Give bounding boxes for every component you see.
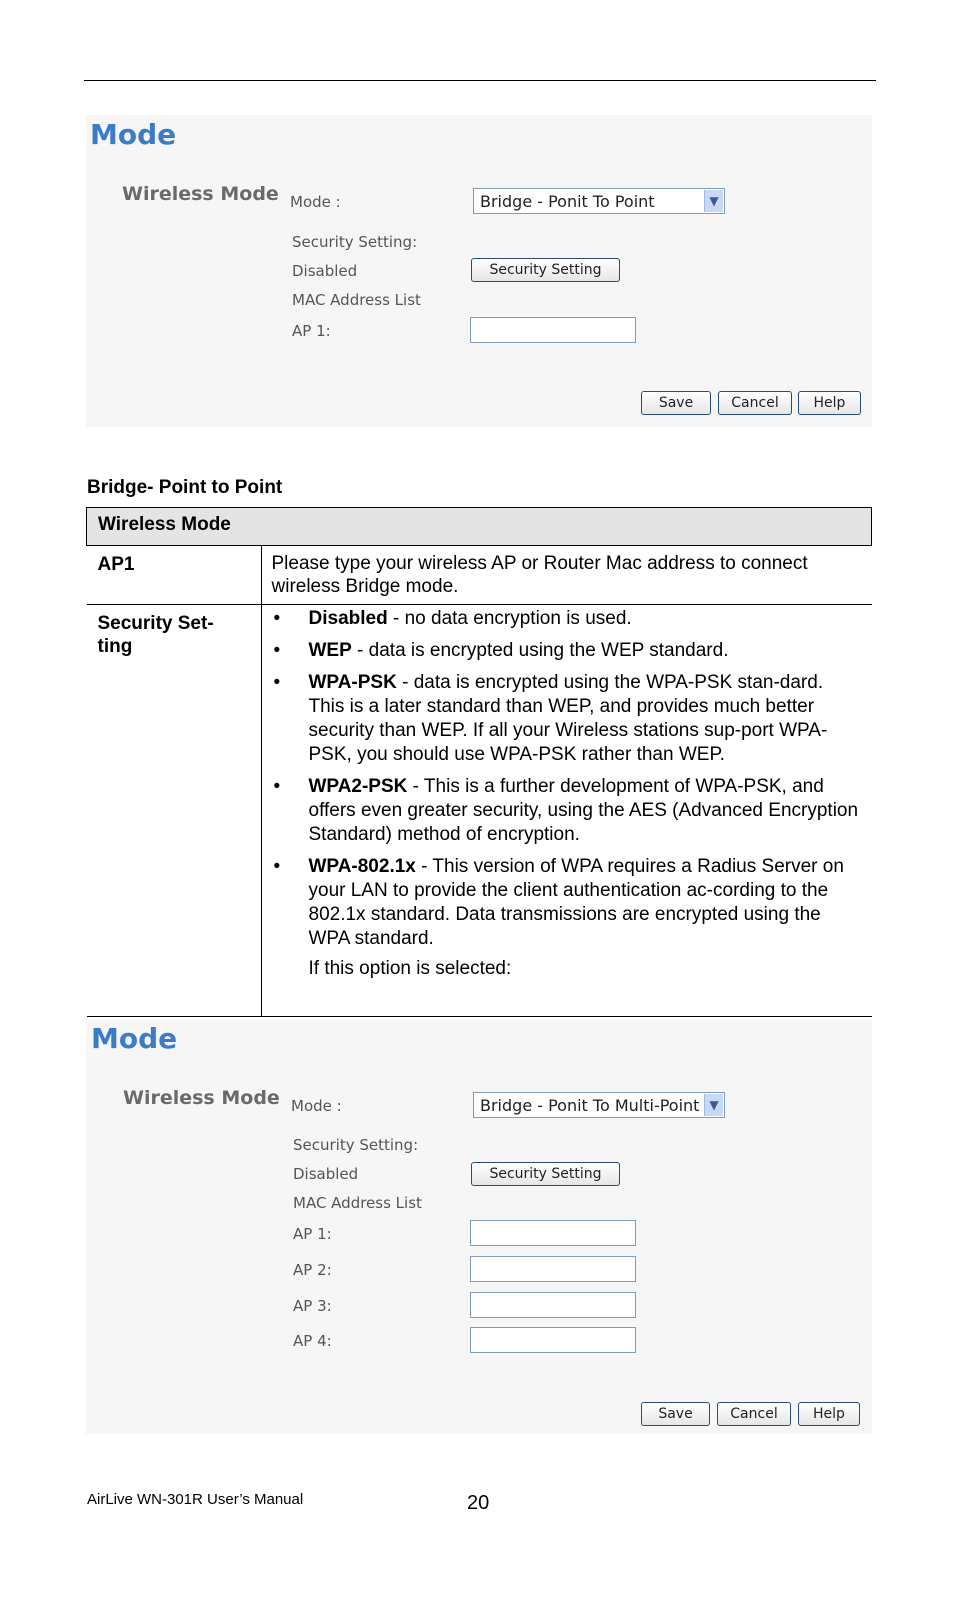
table-row	[87, 605, 872, 1017]
mac-address-list-label: MAC Address List	[292, 291, 421, 309]
footer-manual-title: AirLive WN-301R User’s Manual	[87, 1491, 304, 1508]
page-title: Mode	[90, 118, 177, 151]
mac-address-list-label: MAC Address List	[293, 1194, 422, 1212]
header-rule	[84, 80, 876, 81]
security-setting-button[interactable]: Security Setting	[471, 1162, 620, 1186]
page-number: 20	[467, 1492, 490, 1514]
ap1-label: AP 1:	[293, 1225, 332, 1243]
wireless-mode-table	[86, 507, 872, 1017]
row-head-security-text: Security Set- ting	[97, 613, 214, 657]
ap4-input[interactable]	[470, 1327, 636, 1353]
cancel-button[interactable]: Cancel	[718, 391, 792, 415]
mode-select-value: Bridge - Ponit To Multi-Point	[480, 1096, 700, 1115]
ap3-input[interactable]	[470, 1292, 636, 1318]
ap2-input[interactable]	[470, 1256, 636, 1282]
cancel-button[interactable]: Cancel	[717, 1402, 791, 1426]
section-label: Wireless Mode	[123, 1087, 280, 1109]
security-setting-button[interactable]: Security Setting	[471, 258, 620, 282]
security-status: Disabled	[293, 1165, 359, 1183]
chevron-down-icon[interactable]: ▼	[704, 1094, 723, 1116]
list-item: • WPA2-PSK - This is a further development of WPA-PSK, and offers even greater security, using the AES (Advanced Encryption Standard) method of encryption.	[273, 776, 859, 845]
save-button[interactable]: Save	[641, 391, 711, 415]
ap3-label: AP 3:	[293, 1297, 332, 1315]
mode-select-value: Bridge - Ponit To Point	[480, 192, 655, 211]
security-options-list	[272, 607, 862, 951]
mode-label: Mode :	[290, 193, 341, 211]
ap2-label: AP 2:	[293, 1261, 332, 1279]
row-text-security	[261, 605, 872, 1017]
section-caption: Bridge- Point to Point	[87, 477, 283, 498]
ap1-input[interactable]	[470, 317, 636, 343]
security-setting-label: Security Setting:	[293, 1136, 419, 1154]
list-item: • WPA-802.1x - This version of WPA requires a Radius Server on your LAN to provide the client authentication ac-cording to the 802.1x standard. Data transmissions are encrypted using the WPA standard.	[273, 856, 844, 949]
mode-select[interactable]	[473, 188, 725, 214]
table-header: Wireless Mode	[87, 508, 872, 546]
security-status: Disabled	[292, 262, 358, 280]
help-button[interactable]: Help	[798, 1402, 860, 1426]
row-text-ap1: Please type your wireless AP or Router Mac address to connect wireless Bridge mode.	[261, 546, 872, 605]
list-item: • WPA-PSK - data is encrypted using the WPA-PSK stan-dard. This is a later standard than WEP, and provides much better security than WEP. If all your Wireless stations sup-port WPA-PSK, you should use WPA-PSK rather than WEP.	[273, 672, 828, 765]
ap1-input[interactable]	[470, 1220, 636, 1246]
list-item: • WEP - data is encrypted using the WEP standard.	[273, 640, 729, 661]
section-label: Wireless Mode	[122, 183, 279, 205]
ap4-label: AP 4:	[293, 1332, 332, 1350]
list-item: • Disabled - no data encryption is used.	[273, 608, 632, 629]
help-button[interactable]: Help	[798, 391, 861, 415]
row-head-ap1: AP1	[87, 546, 262, 605]
mode-panel-point-to-point	[86, 115, 872, 427]
save-button[interactable]: Save	[641, 1402, 710, 1426]
page-title: Mode	[91, 1022, 178, 1055]
option-note: If this option is selected:	[308, 958, 512, 979]
row-head-security	[87, 605, 262, 1017]
chevron-down-icon[interactable]: ▼	[704, 190, 723, 212]
mode-label: Mode :	[291, 1097, 342, 1115]
mode-panel-multi-point	[86, 1019, 872, 1434]
mode-select[interactable]	[473, 1092, 725, 1118]
table-row	[87, 546, 872, 605]
security-setting-label: Security Setting:	[292, 233, 418, 251]
ap1-label: AP 1:	[292, 322, 331, 340]
